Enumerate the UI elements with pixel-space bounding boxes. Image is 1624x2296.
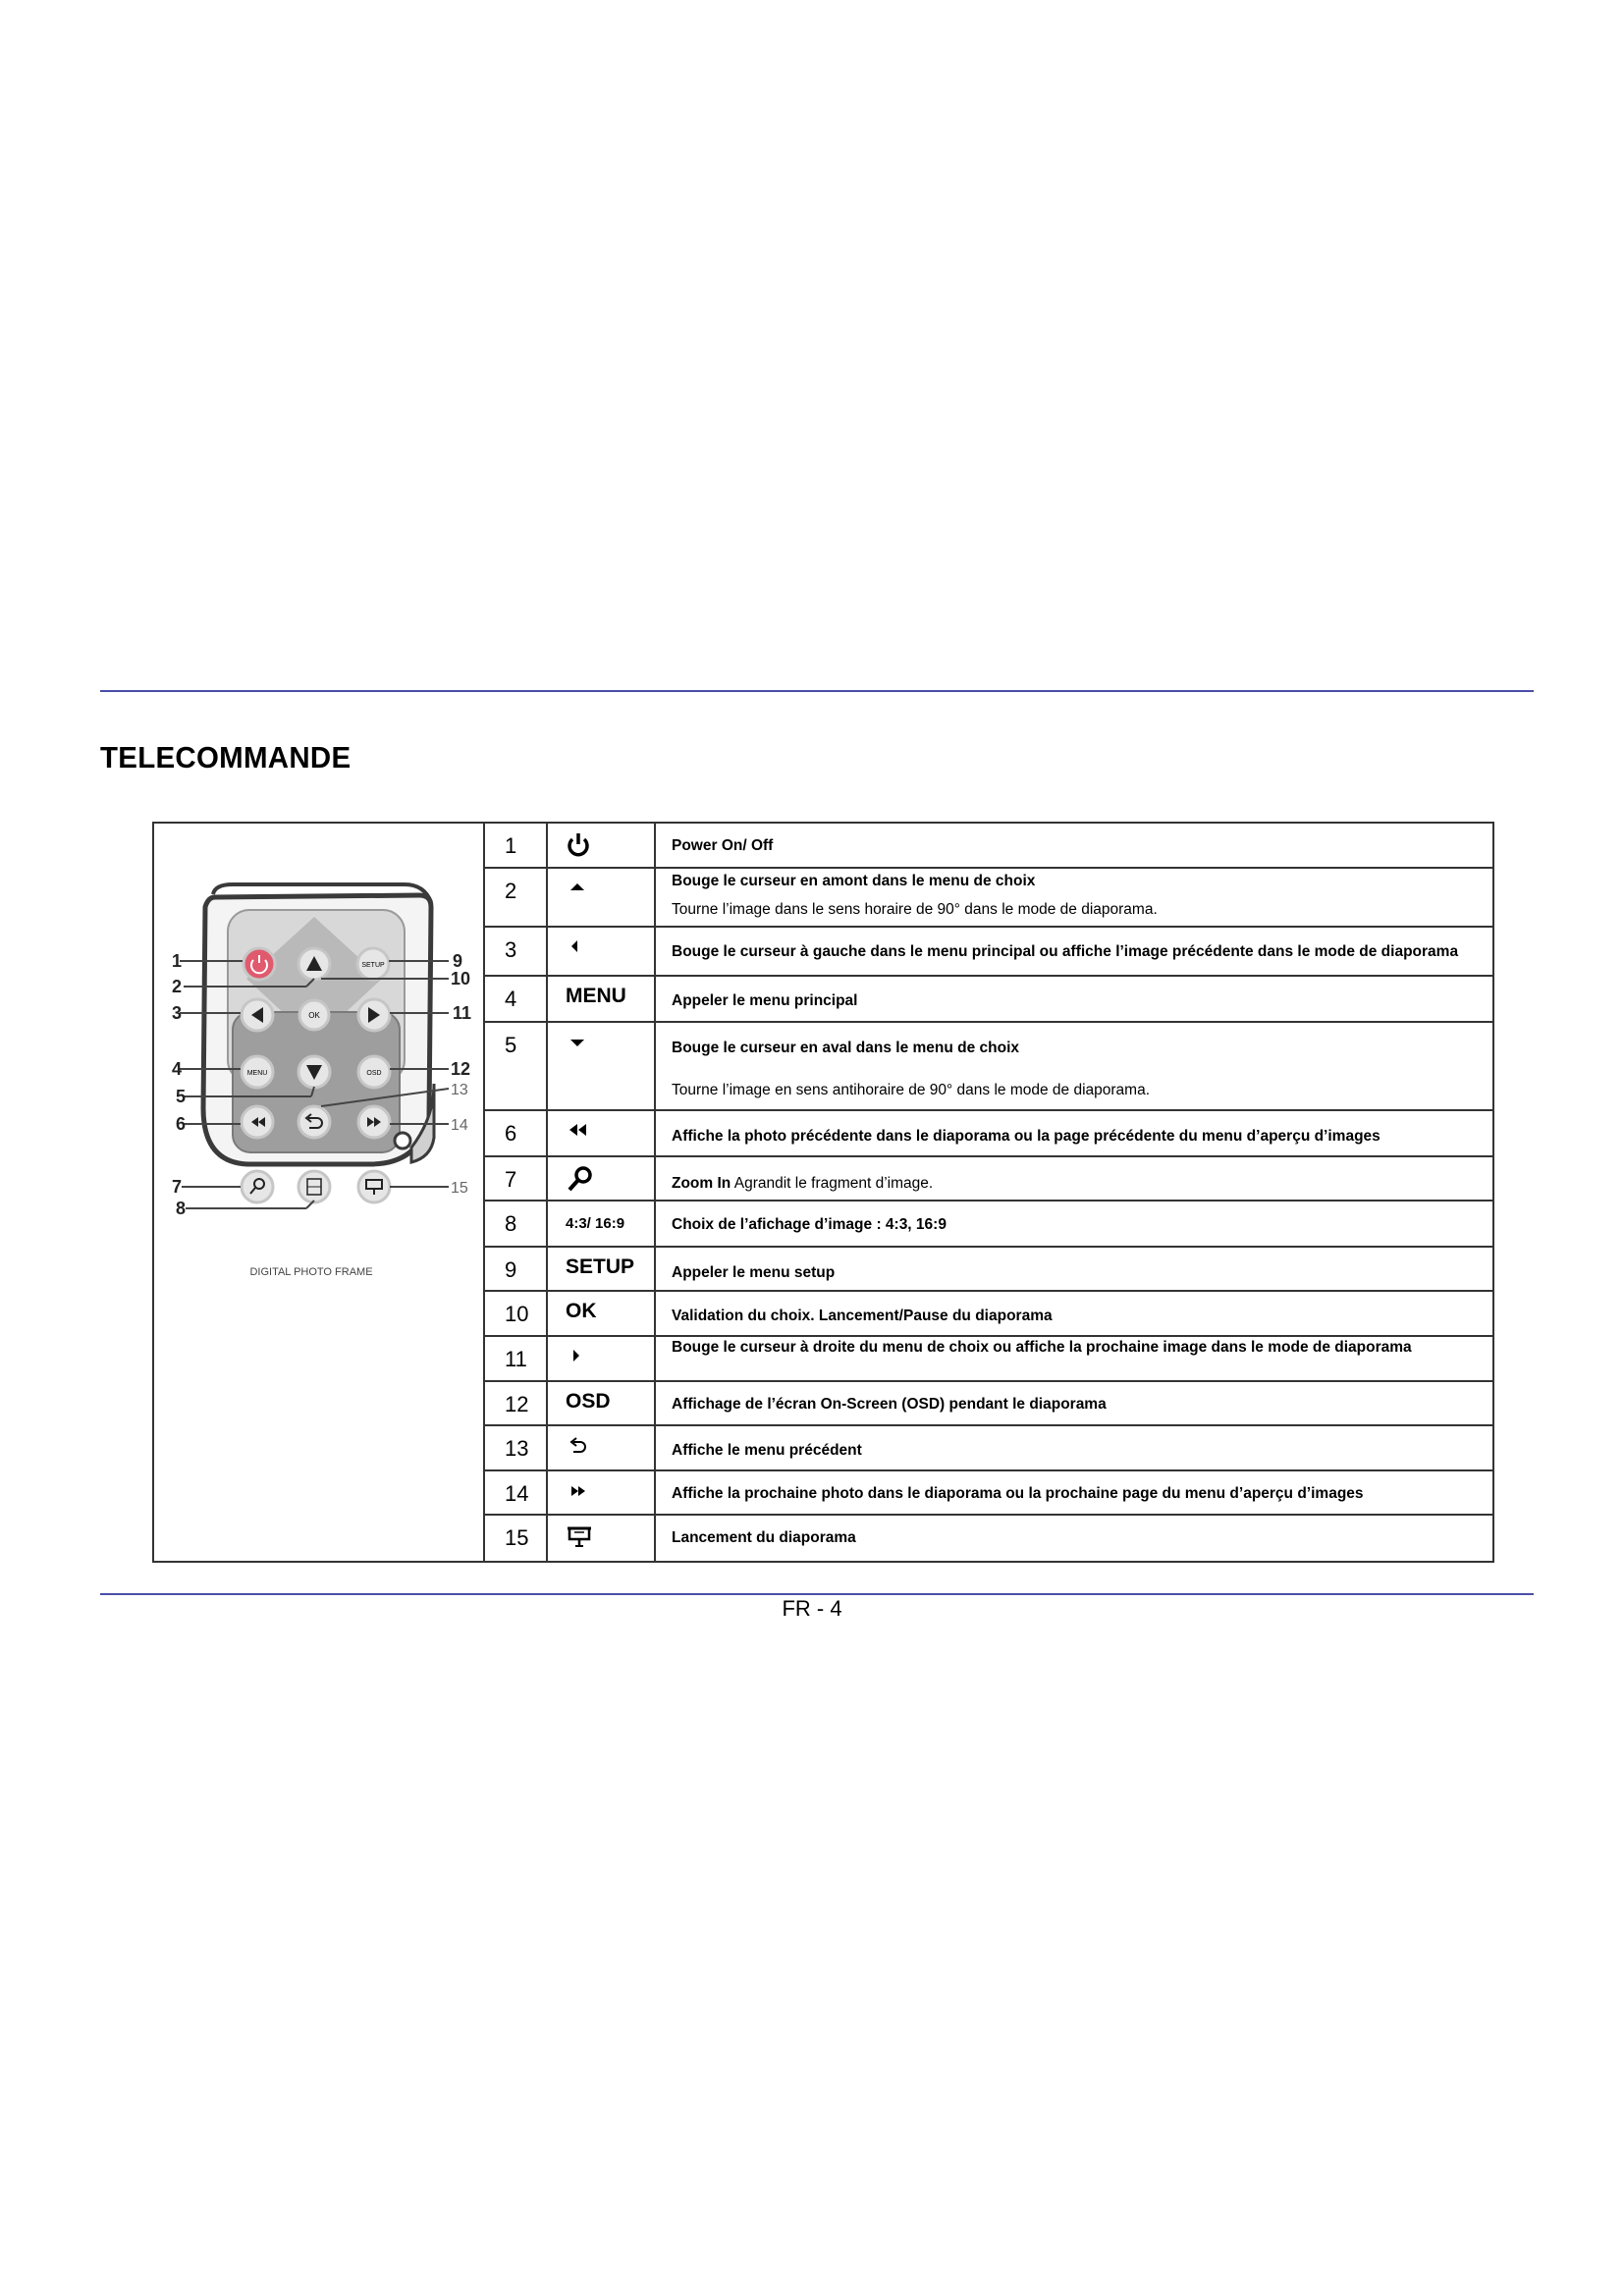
- legend-row: [485, 869, 1492, 928]
- row-description-detail: Tourne l’image en sens antihoraire de 90° dans le mode de diaporama.: [672, 1082, 1151, 1098]
- row-number: 12: [485, 1382, 548, 1424]
- row-description: Power On/ Off: [672, 837, 774, 854]
- row-number: 13: [485, 1426, 548, 1469]
- row-number: 3: [485, 928, 548, 975]
- svg-text:9: 9: [453, 951, 463, 971]
- remote-ok-button: [299, 1000, 329, 1030]
- remote-return-button: [298, 1106, 330, 1138]
- row-number: 11: [485, 1337, 548, 1380]
- svg-text:15: 15: [451, 1180, 468, 1197]
- slideshow-icon: [548, 1516, 656, 1561]
- row-description: Affiche le menu précédent: [672, 1442, 862, 1459]
- svg-text:5: 5: [176, 1087, 187, 1106]
- legend-row: [485, 1248, 1492, 1292]
- top-divider: [100, 690, 1534, 692]
- row-description: Lancement du diaporama: [672, 1529, 856, 1546]
- bottom-divider: [100, 1593, 1534, 1595]
- remote-brand-label: DIGITAL PHOTO FRAME: [249, 1266, 373, 1278]
- svg-text:2: 2: [172, 977, 183, 996]
- legend-row: [485, 1023, 1492, 1111]
- remote-right-button: [358, 999, 390, 1031]
- svg-text:8: 8: [176, 1199, 187, 1218]
- remote-osd-button: [358, 1056, 390, 1088]
- svg-text:13: 13: [451, 1082, 468, 1098]
- arrow-left-icon: [548, 928, 656, 975]
- fast-forward-icon: [548, 1471, 656, 1514]
- remote-left-button: [242, 999, 273, 1031]
- zoom-icon: [548, 1157, 656, 1200]
- row-description: Bouge le curseur à droite du menu de choix ou affiche la prochaine image dans le mode de diaporama: [672, 1339, 1412, 1356]
- remote-menu-button: [242, 1056, 273, 1088]
- row-description: Bouge le curseur en aval dans le menu de choix: [672, 1040, 1020, 1056]
- row-number: 7: [485, 1157, 548, 1200]
- row-number: 14: [485, 1471, 548, 1514]
- ok-key-label: OK: [548, 1292, 656, 1335]
- row-number: 1: [485, 824, 548, 867]
- svg-text:MENU: MENU: [246, 1070, 268, 1077]
- legend-row: [485, 1382, 1492, 1426]
- remote-down-button: [298, 1056, 330, 1088]
- row-number: 4: [485, 977, 548, 1021]
- remote-aspect-button: [298, 1171, 330, 1202]
- row-description: Appeler le menu principal: [672, 992, 858, 1009]
- legend-row: [485, 1111, 1492, 1157]
- svg-text:10: 10: [451, 969, 471, 988]
- remote-illustration-cell: [154, 824, 485, 1561]
- legend-row: [485, 928, 1492, 977]
- row-number: 9: [485, 1248, 548, 1290]
- arrow-right-icon: [548, 1337, 656, 1380]
- svg-text:6: 6: [176, 1114, 187, 1134]
- row-description-detail: Agrandit le fragment d’image.: [731, 1175, 934, 1192]
- svg-text:3: 3: [172, 1003, 183, 1023]
- svg-text:14: 14: [451, 1117, 468, 1134]
- remote-zoom-button: [242, 1171, 273, 1202]
- legend-row: [485, 1292, 1492, 1337]
- svg-text:OSD: OSD: [366, 1070, 382, 1077]
- legend-row: [485, 1426, 1492, 1471]
- svg-text:7: 7: [172, 1177, 183, 1197]
- row-description: Affichage de l’écran On-Screen (OSD) pendant le diaporama: [672, 1396, 1107, 1413]
- remote-control-diagram: [154, 824, 483, 1563]
- remote-up-button: [298, 948, 330, 980]
- svg-text:4: 4: [172, 1059, 183, 1079]
- remote-power-button: [244, 948, 275, 980]
- svg-text:1: 1: [172, 951, 183, 971]
- row-description: Affiche la photo précédente dans le diaporama ou la page précédente du menu d’aperçu d’images: [672, 1128, 1380, 1145]
- row-number: 8: [485, 1201, 548, 1246]
- row-number: 6: [485, 1111, 548, 1155]
- osd-key-label: OSD: [548, 1382, 656, 1424]
- row-description: Validation du choix. Lancement/Pause du diaporama: [672, 1308, 1053, 1324]
- legend-row: [485, 1471, 1492, 1516]
- row-description: Appeler le menu setup: [672, 1264, 836, 1281]
- menu-key-label: MENU: [548, 977, 656, 1021]
- rewind-icon: [548, 1111, 656, 1155]
- page-number: FR - 4: [782, 1596, 842, 1621]
- legend-row: [485, 1157, 1492, 1201]
- remote-rewind-button: [242, 1106, 273, 1138]
- remote-control-table: [152, 822, 1494, 1563]
- legend-row: [485, 1201, 1492, 1248]
- row-number: 2: [485, 869, 548, 926]
- arrow-down-icon: [548, 1023, 656, 1109]
- remote-hole: [395, 1133, 410, 1148]
- svg-text:11: 11: [453, 1003, 472, 1023]
- row-number: 15: [485, 1516, 548, 1561]
- remote-slideshow-button: [358, 1171, 390, 1202]
- row-description: Affiche la prochaine photo dans le diaporama ou la prochaine page du menu d’aperçu d’images: [672, 1485, 1364, 1502]
- setup-key-label: SETUP: [548, 1248, 656, 1290]
- row-number: 10: [485, 1292, 548, 1335]
- row-description-detail: Tourne l’image dans le sens horaire de 90° dans le mode de diaporama.: [672, 901, 1158, 918]
- return-icon: [548, 1426, 656, 1469]
- legend-row: [485, 1516, 1492, 1561]
- row-description: Zoom In: [672, 1175, 731, 1192]
- svg-text:SETUP: SETUP: [361, 962, 385, 969]
- remote-forward-button: [358, 1106, 390, 1138]
- power-icon: [548, 824, 656, 867]
- aspect-key-label: 4:3/ 16:9: [548, 1201, 656, 1246]
- row-description: Bouge le curseur en amont dans le menu de choix: [672, 873, 1036, 889]
- legend-row: [485, 824, 1492, 869]
- legend-row: [485, 1337, 1492, 1382]
- arrow-up-icon: [548, 869, 656, 926]
- svg-text:12: 12: [451, 1059, 471, 1079]
- svg-text:OK: OK: [308, 1011, 320, 1020]
- button-legend: [485, 824, 1492, 1561]
- legend-row: [485, 977, 1492, 1023]
- row-description: Bouge le curseur à gauche dans le menu principal ou affiche l’image précédente dans le mode de diaporama: [672, 943, 1459, 960]
- remote-setup-button: [357, 948, 389, 980]
- row-description: Choix de l’afichage d’image : 4:3, 16:9: [672, 1216, 947, 1233]
- row-number: 5: [485, 1023, 548, 1109]
- section-title: TELECOMMANDE: [100, 740, 352, 774]
